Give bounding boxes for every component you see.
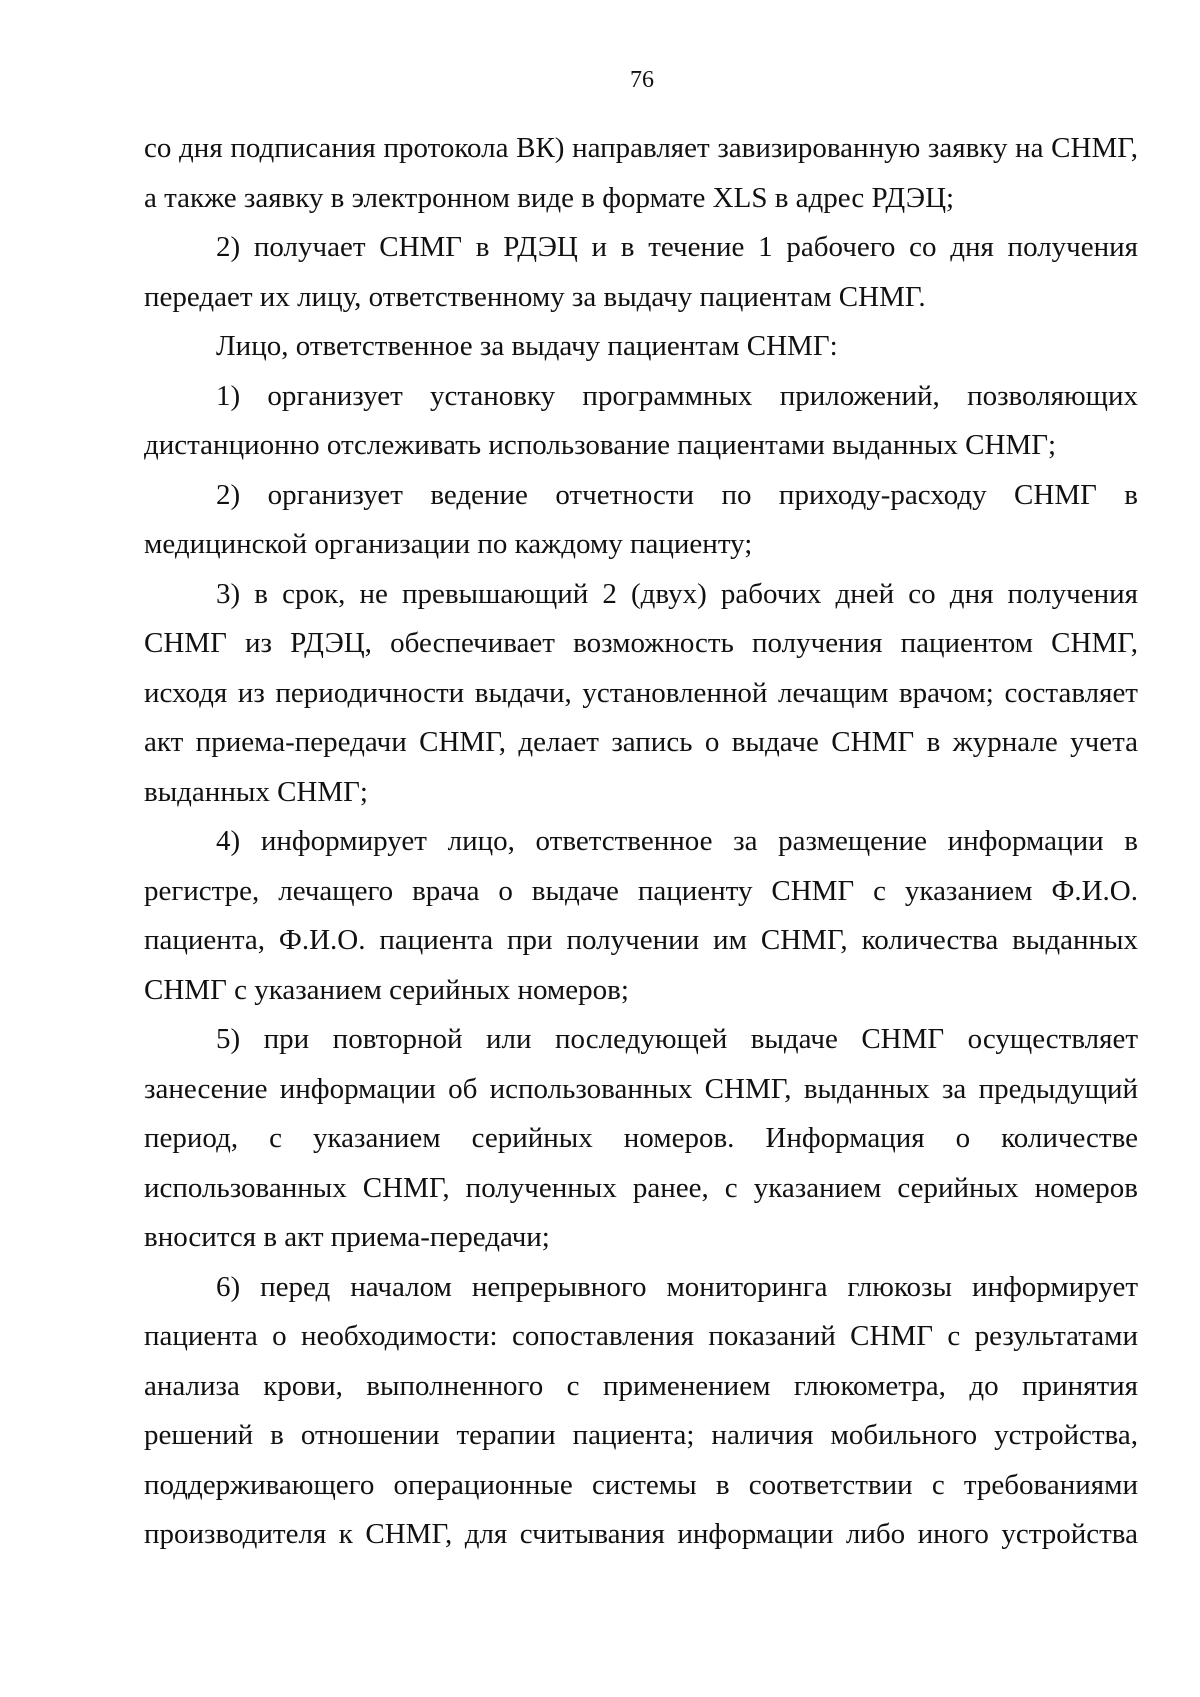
paragraph-responsible-person-heading: Лицо, ответственное за выдачу пациентам СНМГ: bbox=[216, 330, 838, 362]
page-number: 76 bbox=[630, 67, 654, 93]
paragraph-continuation: со дня подписания протокола ВК) направляет завизированную заявку на СНМГ, а также заявку в электронном виде в формате XLS в адрес РДЭЦ; bbox=[144, 132, 1138, 214]
paragraph-item-6-monitoring: 6) перед началом непрерывного мониторинга глюкозы информирует пациента о необходимости: сопоставления показаний СНМГ с результатами анализа крови, выполненного с применением глюкометра, до принятия решений в отношении терапии пациента; наличия мобильного устройства, поддерживающего операционные системы в соответствии с требованиями производителя к СНМГ, для считывания информации либо иного устройства bbox=[144, 1270, 1138, 1550]
paragraph-item-2-reporting: 2) организует ведение отчетности по приходу-расходу СНМГ в медицинской организации по каждому пациенту; bbox=[144, 478, 1138, 560]
paragraph-item-1-apps: 1) организует установку программных приложений, позволяющих дистанционно отслеживать использование пациентами выданных СНМГ; bbox=[144, 379, 1138, 461]
paragraph-item-4-informs: 4) информирует лицо, ответственное за размещение информации в регистре, лечащего врача о выдаче пациенту СНМГ с указанием Ф.И.О. пациента, Ф.И.О. пациента при получении им СНМГ, количества выданных СНМГ с указанием серийных номеров; bbox=[144, 825, 1138, 1006]
document-body bbox=[144, 124, 1138, 1560]
paragraph-item-2-receives: 2) получает СНМГ в РДЭЦ и в течение 1 рабочего со дня получения передает их лицу, ответственному за выдачу пациентам СНМГ. bbox=[144, 231, 1138, 313]
paragraph-item-3-deadline: 3) в срок, не превышающий 2 (двух) рабочих дней со дня получения СНМГ из РДЭЦ, обеспечивает возможность получения пациентом СНМГ, исходя из периодичности выдачи, установленной лечащим врачом; составляет акт приема-передачи СНМГ, делает запись о выдаче СНМГ в журнале учета выданных СНМГ; bbox=[144, 577, 1138, 808]
paragraph-item-5-repeat-issue: 5) при повторной или последующей выдаче СНМГ осуществляет занесение информации об использованных СНМГ, выданных за предыдущий период, с указанием серийных номеров. Информация о количестве использованных СНМГ, полученных ранее, с указанием серийных номеров вносится в акт приема-передачи; bbox=[144, 1023, 1138, 1253]
